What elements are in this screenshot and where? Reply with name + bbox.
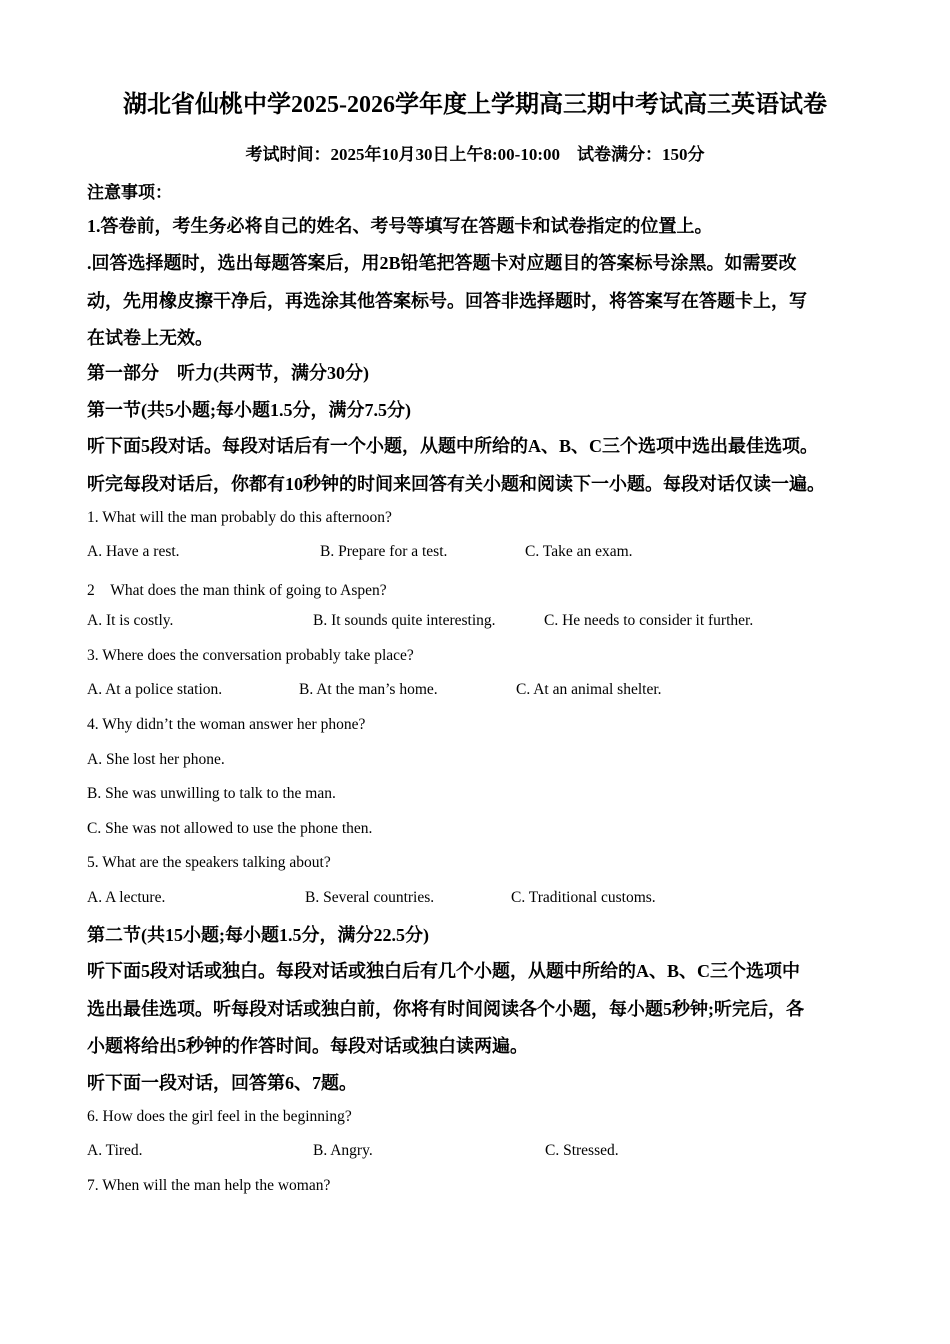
q3-option-b: B. At the man’s home. [299, 681, 438, 698]
section1-instruction-1: 听下面5段对话。每段对话后有一个小题，从题中所给的A、B、C三个选项中选出最佳选项。 [87, 436, 818, 456]
section2-instruction-2: 选出最佳选项。听每段对话或独白前，你将有时间阅读各个小题，每小题5秒钟;听完后，各 [87, 999, 804, 1019]
section1-instruction-2: 听完每段对话后，你都有10秒钟的时间来回答有关小题和阅读下一小题。每段对话仅读一遍。 [87, 474, 825, 494]
q6-option-b: B. Angry. [313, 1142, 373, 1159]
q5-option-c: C. Traditional customs. [511, 889, 656, 906]
question-3: 3. Where does the conversation probably take place? [87, 647, 414, 664]
section2-instruction-3: 小题将给出5秒钟的作答时间。每段对话或独白读两遍。 [87, 1036, 528, 1056]
q3-option-a: A. At a police station. [87, 681, 223, 698]
page-title: 湖北省仙桃中学2025-2026学年度上学期高三期中考试高三英语试卷 [123, 92, 827, 118]
notice-line-2b: 动，先用橡皮擦干净后，再选涂其他答案标号。回答非选择题时，将答案写在答题卡上，写 [87, 291, 807, 311]
q1-option-c: C. Take an exam. [525, 543, 633, 560]
q3-option-c: C. At an animal shelter. [516, 681, 662, 698]
q5-option-b: B. Several countries. [305, 889, 435, 906]
notice-line-2c: 在试卷上无效。 [87, 328, 213, 348]
question-1: 1. What will the man probably do this afternoon? [87, 509, 392, 526]
question-4: 4. Why didn’t the woman answer her phone? [87, 716, 366, 733]
q1-option-b: B. Prepare for a test. [320, 543, 448, 560]
q2-option-a: A. It is costly. [87, 612, 174, 629]
section2-heading: 第二节(共15小题;每小题1.5分，满分22.5分) [87, 925, 429, 945]
q5-option-a: A. A lecture. [87, 889, 166, 906]
notice-heading: 注意事项： [87, 183, 172, 202]
notice-line-1: 1.答卷前，考生务必将自己的姓名、考号等填写在答题卡和试卷指定的位置上。 [87, 216, 713, 236]
section2-instruction-1: 听下面5段对话或独白。每段对话或独白后有几个小题，从题中所给的A、B、C三个选项中 [87, 961, 800, 981]
q1-option-a: A. Have a rest. [87, 543, 180, 560]
notice-line-2a: .回答选择题时，选出每题答案后，用2B铅笔把答题卡对应题目的答案标号涂黑。如需要改 [87, 253, 797, 273]
q4-option-b: B. She was unwilling to talk to the man. [87, 785, 336, 802]
question-7: 7. When will the man help the woman? [87, 1177, 331, 1194]
q6-option-a: A. Tired. [87, 1142, 143, 1159]
question-6: 6. How does the girl feel in the beginning? [87, 1108, 352, 1125]
q6-option-c: C. Stressed. [545, 1142, 619, 1159]
part1-heading: 第一部分 听力(共两节，满分30分) [87, 363, 369, 383]
exam-info: 考试时间：2025年10月30日上午8:00-10:00 试卷满分：150分 [245, 145, 705, 164]
q2-option-b: B. It sounds quite interesting. [313, 612, 496, 629]
q4-option-a: A. She lost her phone. [87, 751, 225, 768]
question-5: 5. What are the speakers talking about? [87, 854, 331, 871]
question-2: 2 What does the man think of going to Aspen? [87, 582, 387, 599]
section2-instruction-4: 听下面一段对话，回答第6、7题。 [87, 1073, 357, 1093]
q2-option-c: C. He needs to consider it further. [544, 612, 754, 629]
section1-heading: 第一节(共5小题;每小题1.5分，满分7.5分) [87, 400, 411, 420]
q4-option-c: C. She was not allowed to use the phone then. [87, 820, 373, 837]
